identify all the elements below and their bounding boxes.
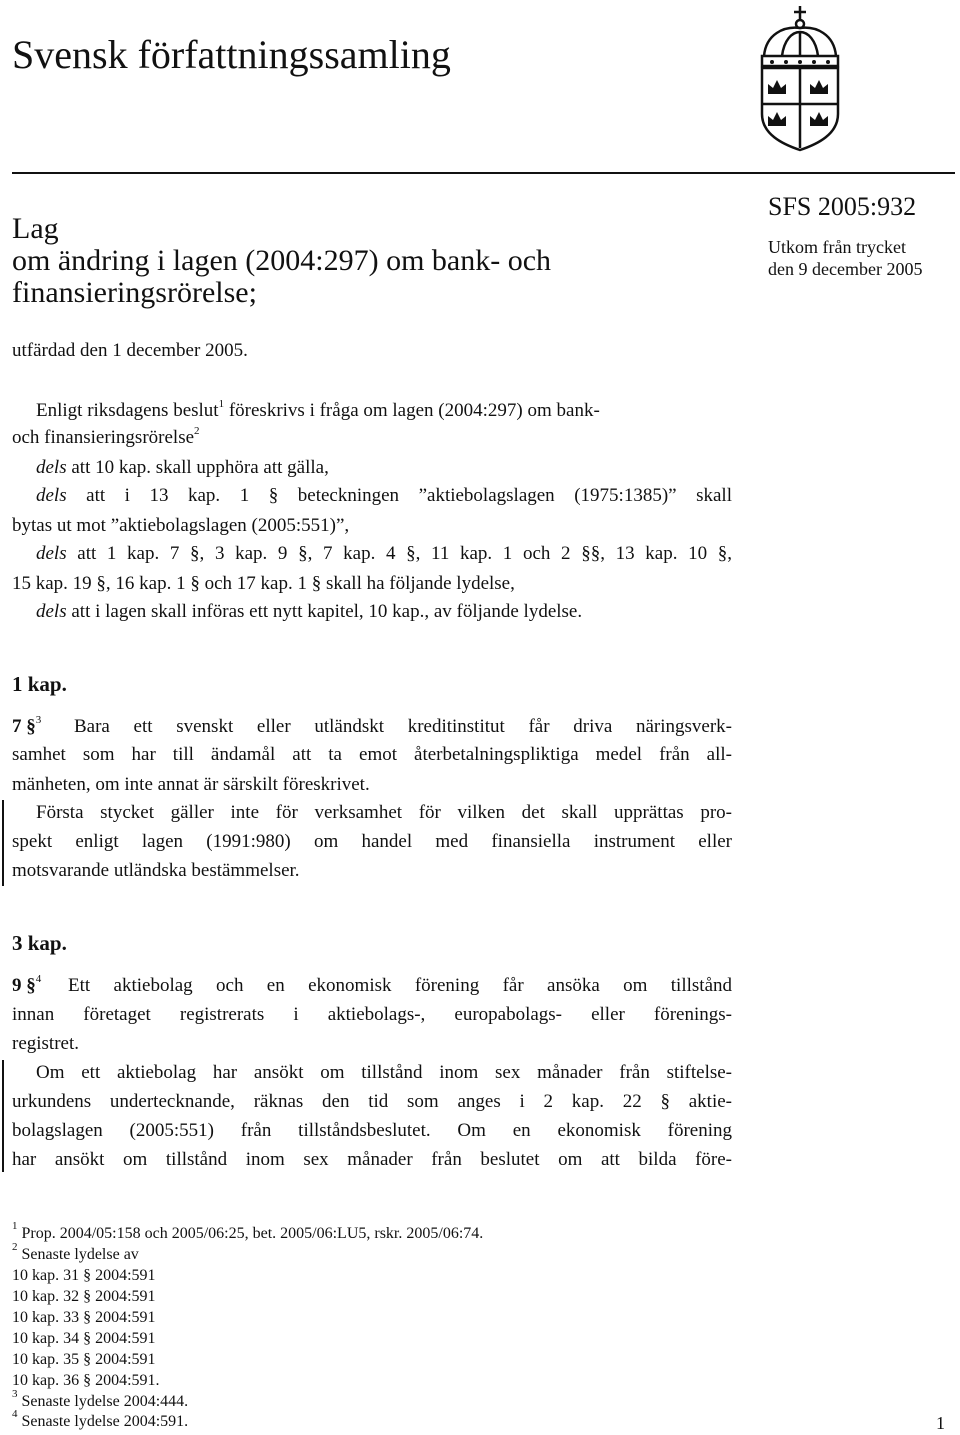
law-title-line: om ändring i lagen (2004:297) om bank- och bbox=[12, 244, 552, 277]
page-number: 1 bbox=[936, 1413, 945, 1433]
preamble-line: bytas ut mot ”aktiebolagslagen (2005:551)”, bbox=[12, 515, 350, 536]
law-title-line: finansieringsrörelse; bbox=[12, 276, 257, 309]
footnote-ref: 1 bbox=[218, 398, 225, 410]
body-line: Om ett aktiebolag har ansökt om tillstånd inom sex månader från stiftelse- bbox=[36, 1062, 732, 1083]
preamble-line: dels att i 13 kap. 1 § beteckningen ”aktiebolagslagen (1975:1385)” skall bbox=[36, 485, 732, 506]
law-title-line: Lag bbox=[12, 212, 59, 245]
preamble-line: Enligt riksdagens beslut$^1$ föreskrivs i fråga om lagen (2004:297) om bank- bbox=[36, 398, 600, 421]
header-rule bbox=[12, 172, 955, 174]
preamble-line: 15 kap. 19 §, 16 kap. 1 § och 17 kap. 1 § skall ha följande lydelse, bbox=[12, 573, 515, 594]
preamble-line: dels att 1 kap. 7 §, 3 kap. 9 §, 7 kap. 4 §, 11 kap. 1 och 2 §§, 13 kap. 10 §, bbox=[36, 543, 732, 564]
footnote: 10 kap. 31 § 2004:591 bbox=[12, 1267, 156, 1284]
body-line: mänheten, om inte annat är särskilt föreskrivet. bbox=[12, 774, 370, 795]
footnote-ref: 4 bbox=[35, 973, 42, 985]
footnote: 10 kap. 36 § 2004:591. bbox=[12, 1372, 160, 1389]
footnote: 10 kap. 32 § 2004:591 bbox=[12, 1288, 156, 1305]
publication-date-label: Utkom från trycket bbox=[768, 237, 906, 257]
body-line: urkundens undertecknande, räknas den tid som anges i 2 kap. 22 § aktie- bbox=[12, 1091, 732, 1112]
body-line: innan företaget registrerats i aktiebolags-, europabolags- eller förenings- bbox=[12, 1004, 732, 1025]
footnote: $^1$ Prop. 2004/05:158 och 2005/06:25, bet. 2005/06:LU5, rskr. 2005/06:74. bbox=[12, 1220, 484, 1242]
footnote: 10 kap. 33 § 2004:591 bbox=[12, 1309, 156, 1326]
preamble-line: dels att i lagen skall införas ett nytt kapitel, 10 kap., av följande lydelse. bbox=[36, 601, 583, 622]
footnote: $^4$ Senaste lydelse 2004:591. bbox=[12, 1408, 189, 1430]
preamble-line: och finansieringsrörelse$^2$ bbox=[12, 425, 200, 448]
change-bar bbox=[2, 1060, 4, 1172]
body-line: Ett aktiebolag och en ekonomisk förening får ansöka om tillstånd bbox=[68, 975, 732, 996]
issued-date: utfärdad den 1 december 2005. bbox=[12, 340, 248, 361]
chapter-heading: 3 kap. bbox=[12, 931, 67, 955]
chapter-heading: 1 kap. bbox=[12, 672, 67, 696]
footnote-ref: 2 bbox=[194, 425, 200, 437]
body-line: samhet som har till ändamål att ta emot återbetalningspliktiga medel från all- bbox=[12, 744, 732, 765]
body-line: registret. bbox=[12, 1033, 80, 1054]
body-line: motsvarande utländska bestämmelser. bbox=[12, 860, 300, 881]
swedish-coat-of-arms-logo bbox=[752, 4, 848, 152]
footnote: 10 kap. 35 § 2004:591 bbox=[12, 1351, 156, 1368]
body-line: Bara ett svenskt eller utländskt kreditinstitut får driva näringsverk- bbox=[74, 716, 732, 737]
section-number: 7 §$^3$ bbox=[12, 714, 42, 737]
preamble-line: dels att 10 kap. skall upphöra att gälla, bbox=[36, 457, 329, 478]
footnote: $^3$ Senaste lydelse 2004:444. bbox=[12, 1388, 189, 1410]
body-line: bolagslagen (2005:551) från tillståndsbeslutet. Om en ekonomisk förening bbox=[12, 1120, 732, 1141]
body-line: spekt enligt lagen (1991:980) om handel med finansiella instrument eller bbox=[12, 831, 732, 852]
body-line: Första stycket gäller inte för verksamhet för vilken det skall upprättas pro- bbox=[36, 802, 732, 823]
publication-date: den 9 december 2005 bbox=[768, 259, 923, 279]
footnote: 10 kap. 34 § 2004:591 bbox=[12, 1330, 156, 1347]
footnote-ref: 3 bbox=[35, 714, 42, 726]
footnote: $^2$ Senaste lydelse av bbox=[12, 1241, 139, 1263]
body-line: har ansökt om tillstånd inom sex månader från beslutet om att bilda före- bbox=[12, 1149, 732, 1170]
law-title bbox=[12, 213, 551, 309]
section-number: 9 §$^4$ bbox=[12, 973, 42, 996]
change-bar bbox=[2, 800, 4, 886]
sfs-number: SFS 2005:932 bbox=[768, 192, 917, 221]
document-title: Svensk författningssamling bbox=[12, 32, 451, 77]
